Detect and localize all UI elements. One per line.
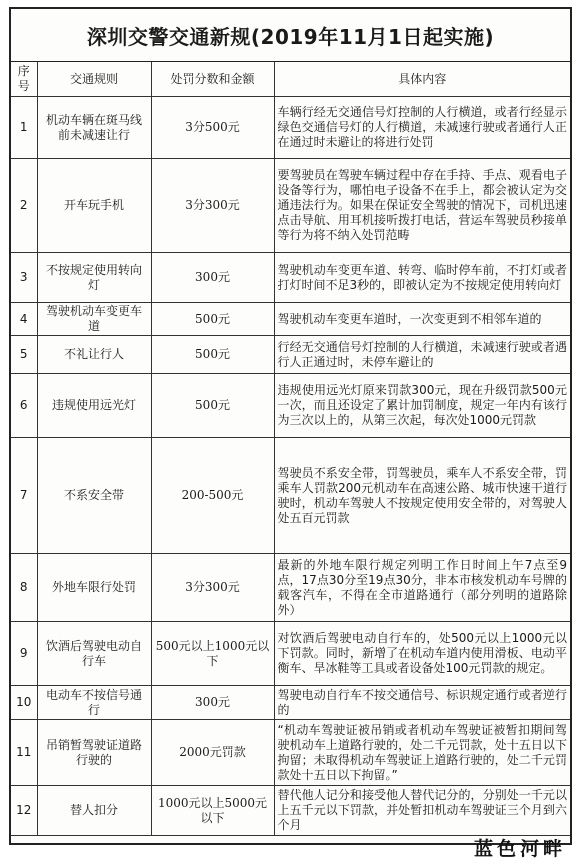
penalty-amount: 500元 [151, 374, 274, 438]
table-row [11, 97, 570, 159]
table-row [11, 253, 570, 303]
regulation-table-sheet [9, 7, 572, 845]
rule-detail: 车辆行经无交通信号灯控制的人行横道，或者行经显示绿色交通信号灯的人行横道，未减速行驶或者通行人正在通过时未避让的将进行处罚 [274, 97, 570, 159]
row-number: 9 [11, 622, 37, 686]
rule-detail: 替代他人记分和接受他人替代记分的，分别处一千元以上五千元以下罚款，并处暂扣机动车驾驶证三个月到六个月 [274, 786, 570, 836]
table-row [11, 303, 570, 336]
rule-detail: 行经无交通信号灯控制的人行横道，未减速行驶或者遇行人正通过时，未停车避让的 [274, 336, 570, 374]
row-number: 10 [11, 686, 37, 720]
row-number: 6 [11, 374, 37, 438]
header-row [11, 62, 570, 97]
penalty-amount: 2000元罚款 [151, 720, 274, 786]
document-title: 深圳交警交通新规(2019年11月1日起实施) [11, 9, 570, 62]
header-rule: 交通规则 [37, 62, 151, 97]
row-number: 3 [11, 253, 37, 303]
rule-detail: 驾驶电动自行车不按交通信号、标识规定通行或者逆行的 [274, 686, 570, 720]
penalty-amount: 500元 [151, 303, 274, 336]
rule-detail: 最新的外地车限行规定列明工作日时间上午7点至9点，17点30分至19点30分，非本市核发机动车号牌的载客汽车，不得在全市道路通行（部分列明的道路除外） [274, 554, 570, 622]
rule-name: 吊销暂驾驶证道路行驶的 [37, 720, 151, 786]
watermark-text: 蓝色河畔 [473, 838, 566, 860]
row-number: 2 [11, 159, 37, 253]
rule-detail: 驾驶员不系安全带，罚驾驶员，乘车人不系安全带，罚乘车人罚款200元机动车在高速公路、城市快速干道行驶时，机动车驾驶人不按规定使用安全带的，对驾驶人处五百元罚款 [274, 438, 570, 554]
rule-detail: “机动车驾驶证被吊销或者机动车驾驶证被暂扣期间驾驶机动车上道路行驶的，处二千元罚款，处十五日以下拘留；未取得机动车驾驶证上道路行驶的，处二千元罚款处十五日以下拘留。” [274, 720, 570, 786]
penalty-amount: 500元 [151, 336, 274, 374]
rule-detail: 驾驶机动车变更车道、转弯、临时停车前，不打灯或者打灯时间不足3秒的，即被认定为不按规定使用转向灯 [274, 253, 570, 303]
rule-name: 违规使用远光灯 [37, 374, 151, 438]
row-number: 11 [11, 720, 37, 786]
header-penalty: 处罚分数和金额 [151, 62, 274, 97]
table-row [11, 554, 570, 622]
row-number: 5 [11, 336, 37, 374]
row-number: 12 [11, 786, 37, 836]
penalty-amount: 200-500元 [151, 438, 274, 554]
rule-detail: 要驾驶员在驾驶车辆过程中存在手持、手点、观看电子设备等行为，哪怕电子设备不在手上，都会被认定为交通违法行为。如果在保证安全驾驶的情况下，司机迅速点击导航、用耳机接听拨打电话，营运车驾驶员秒接单等行为将不纳入处罚范畴 [274, 159, 570, 253]
table-row [11, 336, 570, 374]
penalty-amount: 3分500元 [151, 97, 274, 159]
table-row [11, 686, 570, 720]
rule-detail: 违规使用远光灯原来罚款300元，现在升级罚款500元一次，而且还设定了累计加罚制度，规定一年内有该行为三次以上的，从第三次起，每次处1000元罚款 [274, 374, 570, 438]
penalty-amount: 3分300元 [151, 554, 274, 622]
rule-name: 替人扣分 [37, 786, 151, 836]
table-row [11, 622, 570, 686]
header-detail: 具体内容 [274, 62, 570, 97]
table-row [11, 786, 570, 836]
header-no: 序号 [11, 62, 37, 97]
penalty-amount: 3分300元 [151, 159, 274, 253]
row-number: 4 [11, 303, 37, 336]
table-row [11, 720, 570, 786]
regulation-table [11, 62, 570, 836]
rule-name: 机动车辆在斑马线前未减速让行 [37, 97, 151, 159]
rule-name: 外地车限行处罚 [37, 554, 151, 622]
rule-name: 电动车不按信号通行 [37, 686, 151, 720]
penalty-amount: 500元以上1000元以下 [151, 622, 274, 686]
row-number: 7 [11, 438, 37, 554]
rule-name: 不按规定使用转向灯 [37, 253, 151, 303]
penalty-amount: 300元 [151, 686, 274, 720]
rule-name: 开车玩手机 [37, 159, 151, 253]
rule-detail: 驾驶机动车变更车道时，一次变更到不相邻车道的 [274, 303, 570, 336]
rule-detail: 对饮酒后驾驶电动自行车的，处500元以上1000元以下罚款。同时，新增了在机动车道内使用滑板、电动平衡车、旱冰鞋等工具或者设备处100元罚款的规定。 [274, 622, 570, 686]
rule-name: 饮酒后驾驶电动自行车 [37, 622, 151, 686]
rule-name: 不系安全带 [37, 438, 151, 554]
rule-name: 不礼让行人 [37, 336, 151, 374]
table-row [11, 438, 570, 554]
penalty-amount: 1000元以上5000元以下 [151, 786, 274, 836]
table-row [11, 159, 570, 253]
table-row [11, 374, 570, 438]
row-number: 1 [11, 97, 37, 159]
penalty-amount: 300元 [151, 253, 274, 303]
rule-name: 驾驶机动车变更车道 [37, 303, 151, 336]
row-number: 8 [11, 554, 37, 622]
